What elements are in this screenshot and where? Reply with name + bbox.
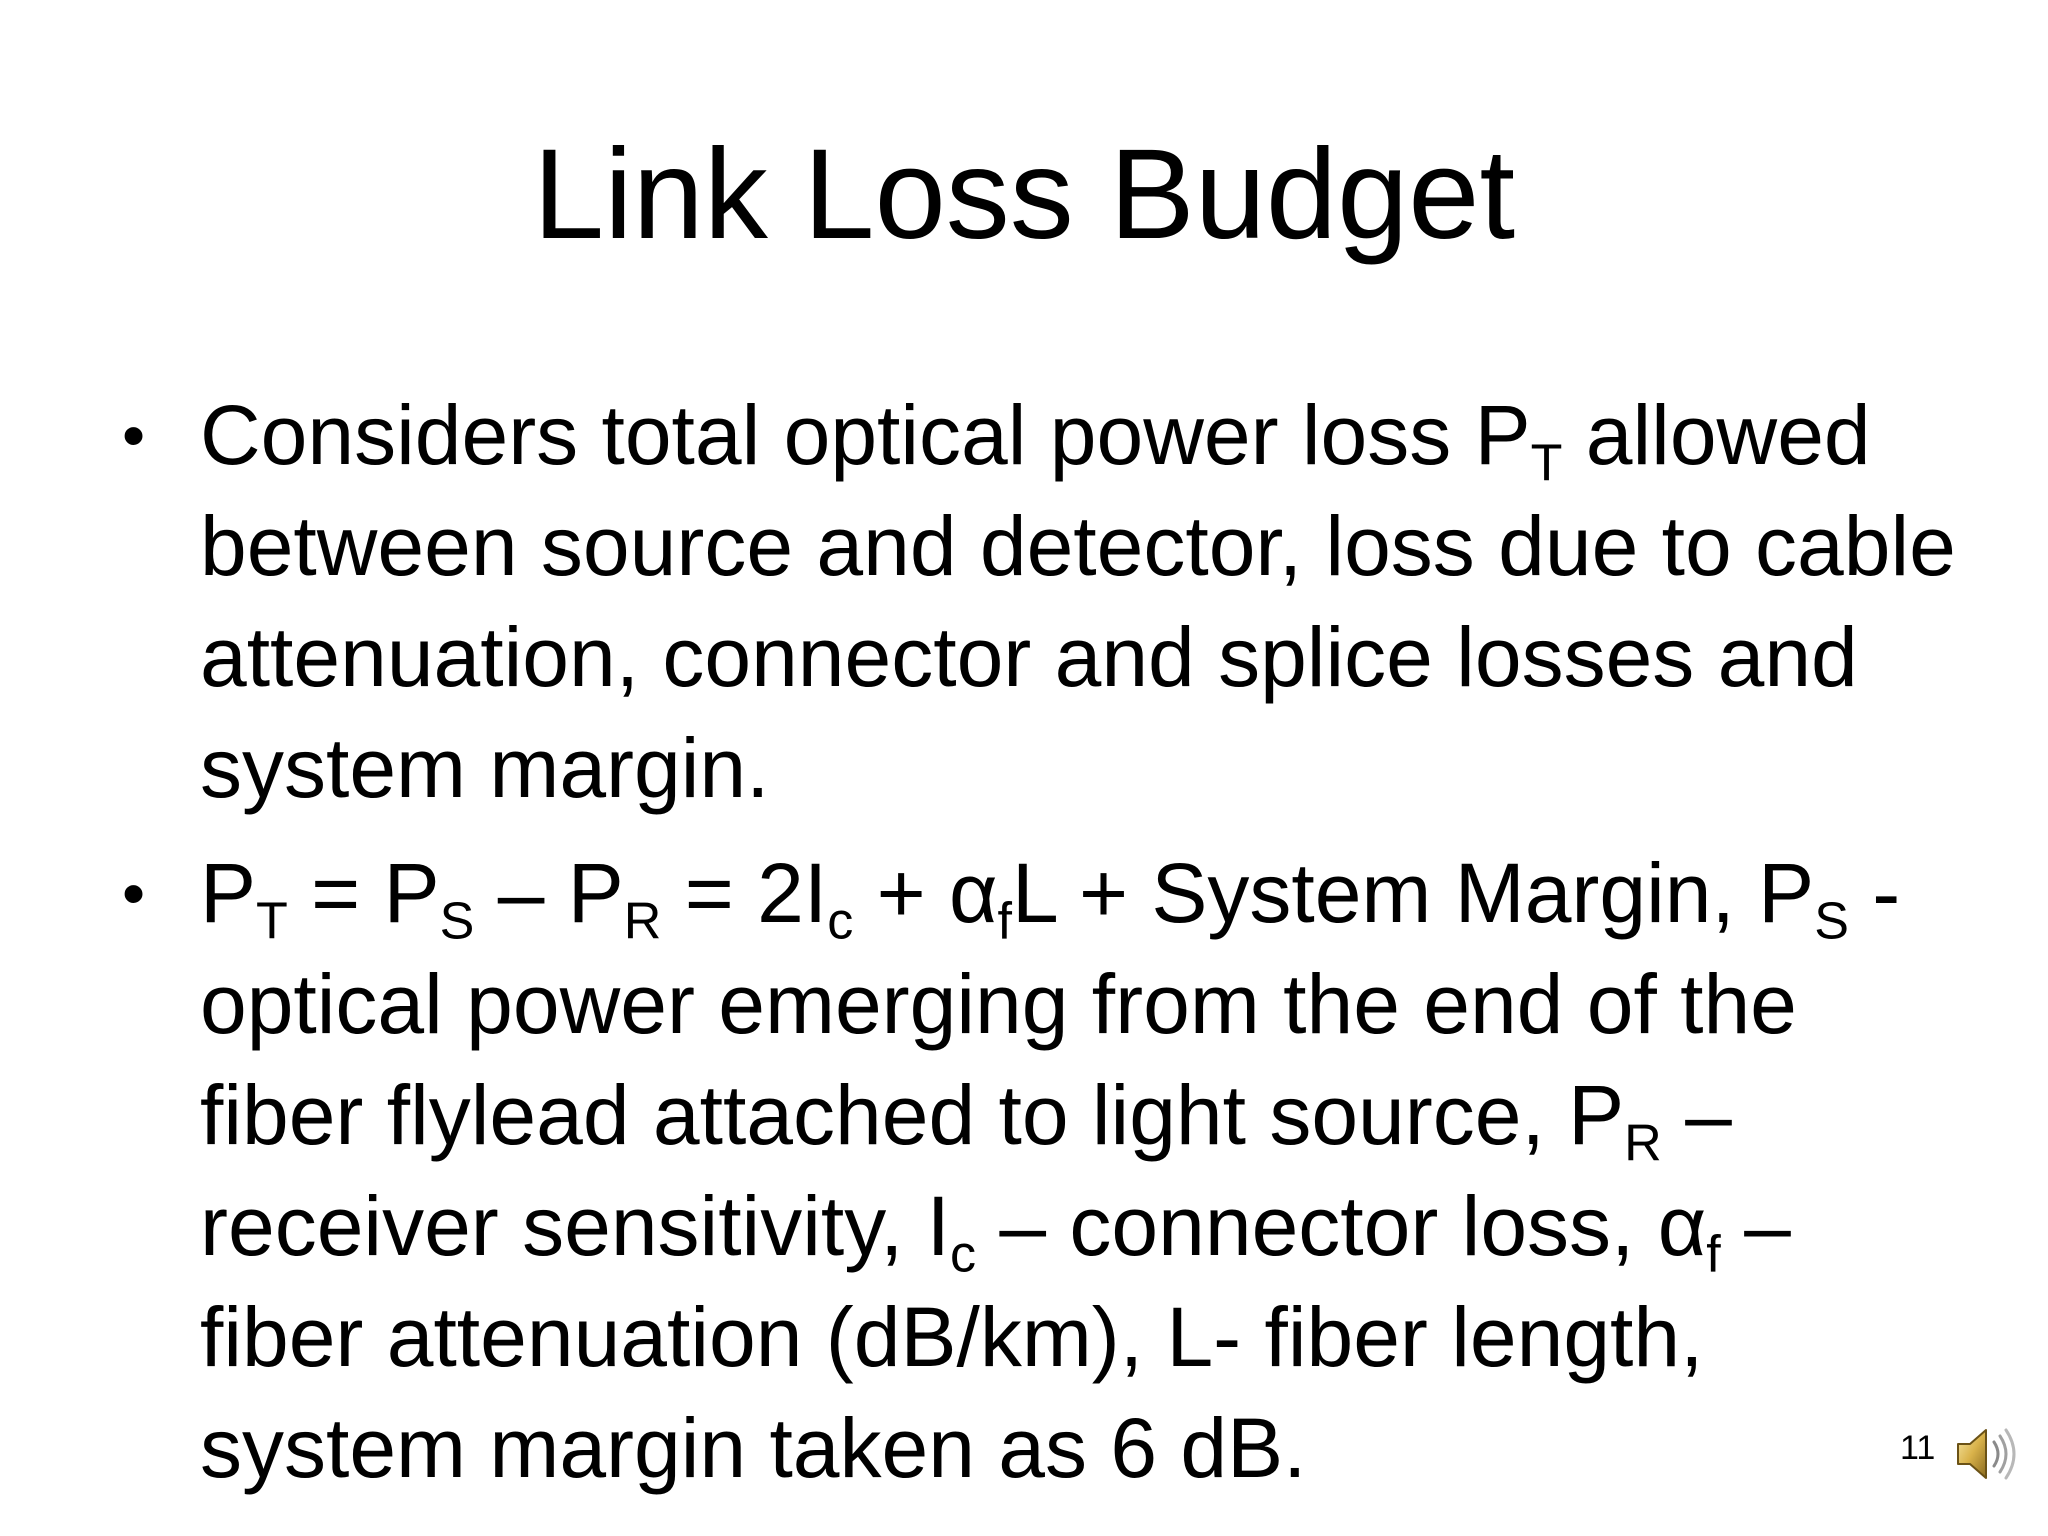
subscript: S xyxy=(439,892,475,951)
slide-title: Link Loss Budget xyxy=(533,123,1515,266)
subscript: R xyxy=(623,892,662,951)
subscript: f xyxy=(1706,1225,1721,1284)
bullet-text: P xyxy=(200,846,257,940)
bullet-text: – receiver sensitivity, I xyxy=(200,1068,1732,1273)
bullet-dot: • xyxy=(122,856,146,930)
subscript: c xyxy=(949,1225,977,1284)
speaker-icon[interactable] xyxy=(1950,1418,2022,1490)
subscript: c xyxy=(827,892,854,951)
bullet-text: – fiber attenuation (dB/km), L- fiber length, system margin taken as 6 dB. xyxy=(200,1179,1791,1495)
subscript: T xyxy=(1530,434,1563,493)
bullet-text: Considers total optical power loss P xyxy=(200,388,1531,482)
bullet-text: – P xyxy=(474,846,624,940)
bullet-text: – connector loss, α xyxy=(976,1179,1707,1273)
subscript: S xyxy=(1814,892,1849,951)
bullet-list xyxy=(122,380,1960,1504)
bullet-text: = P xyxy=(287,846,440,940)
subscript: R xyxy=(1624,1114,1662,1173)
page-number: 11 xyxy=(1900,1429,1936,1467)
subscript: T xyxy=(256,892,288,951)
bullet-item-2 xyxy=(122,838,1960,1504)
bullet-dot: • xyxy=(122,398,146,472)
bullet-text: + α xyxy=(853,846,998,940)
bullet-text: L + System Margin, P xyxy=(1012,846,1815,940)
bullet-item-1 xyxy=(122,380,1960,824)
bullet-text: - optical power emerging from the end of the fiber flylead attached to light source, P xyxy=(200,846,1901,1162)
subscript: f xyxy=(997,892,1013,951)
bullet-text: = 2I xyxy=(661,846,828,940)
bullet-text: allowed between source and detector, loss due to cable attenuation, connector and splice losses and system margin. xyxy=(200,388,1956,815)
